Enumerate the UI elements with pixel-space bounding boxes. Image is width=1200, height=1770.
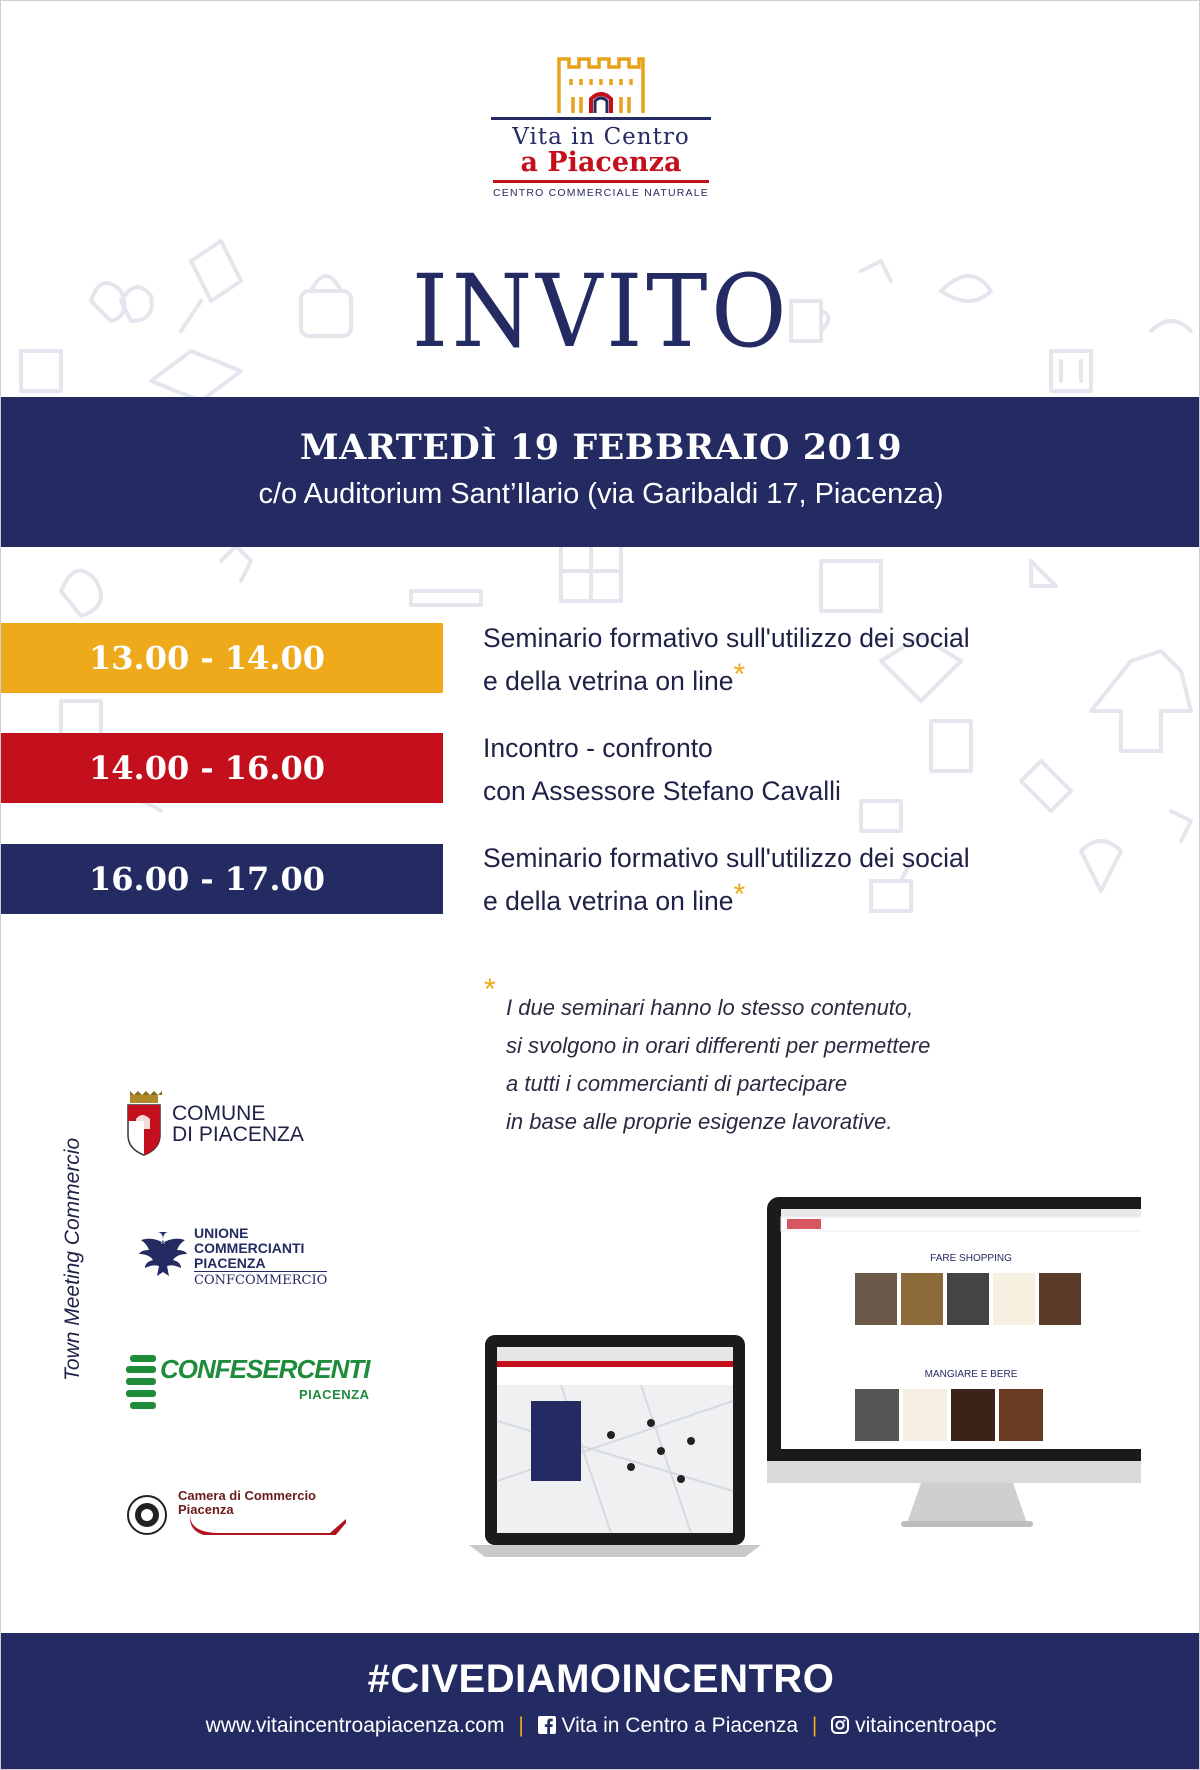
- hashtag: #CIVEDIAMOINCENTRO: [367, 1657, 835, 1701]
- partner-camera-commercio: [126, 1489, 348, 1540]
- slot-1-asterisk: *: [733, 658, 746, 691]
- slot-1-line-1: Seminario formativo sull'utilizzo dei social: [483, 623, 970, 653]
- unione-line-2: COMMERCIANTI: [194, 1240, 305, 1256]
- camera-line-1: Camera di Commercio: [178, 1488, 316, 1503]
- unione-line-4: CONFCOMMERCIO: [194, 1273, 328, 1288]
- slot-1-line-2: e della vetrina on line: [483, 666, 734, 696]
- facebook-icon: [538, 1716, 556, 1734]
- seminar-note: [506, 989, 930, 1141]
- devices-mockup: [441, 1191, 1141, 1631]
- time-slot-2-label: 14.00 - 16.00: [89, 749, 325, 787]
- slot-3-asterisk: *: [733, 878, 746, 911]
- confesercenti-name: CONFESERCENTI: [160, 1354, 370, 1384]
- event-date: MARTEDÌ 19 FEBBRAIO 2019: [299, 427, 903, 468]
- event-venue: c/o Auditorium Sant’Ilario (via Garibaldi 17, Piacenza): [258, 478, 944, 510]
- instagram-icon: [831, 1716, 849, 1734]
- slot-2-line-1: Incontro - confronto: [483, 733, 713, 763]
- footer: [1, 1633, 1200, 1770]
- slot-2-description: [483, 727, 841, 813]
- unione-line-1: UNIONE: [194, 1225, 249, 1241]
- logo-line-1: Vita in Centro: [512, 124, 690, 150]
- desktop-section-1: FARE SHOPPING: [930, 1253, 1012, 1264]
- partner-confesercenti: [126, 1351, 369, 1413]
- instagram-link[interactable]: vitaincentroapc: [855, 1714, 997, 1737]
- eagle-icon: [126, 1226, 188, 1288]
- logo-tagline: CENTRO COMMERCIALE NATURALE: [493, 187, 709, 199]
- time-slot-1: [1, 623, 443, 693]
- logo-divider: [493, 180, 709, 183]
- facebook-link[interactable]: Vita in Centro a Piacenza: [561, 1714, 799, 1737]
- slot-2-line-2: con Assessore Stefano Cavalli: [483, 776, 841, 806]
- time-slot-2: [1, 733, 443, 803]
- note-line-2: si svolgono in orari differenti per permettere: [506, 1033, 931, 1058]
- desktop-stand: [907, 1483, 1027, 1523]
- desktop-section-2: MANGIARE E BERE: [924, 1369, 1018, 1380]
- time-slot-1-label: 13.00 - 14.00: [89, 639, 325, 677]
- town-meeting-label: Town Meeting Commercio: [61, 1137, 84, 1381]
- event-band: [1, 397, 1200, 547]
- confesercenti-sub: PIACENZA: [299, 1387, 370, 1402]
- brand-logo: [489, 51, 713, 199]
- time-slot-3: [1, 844, 443, 914]
- comune-line-2: DI PIACENZA: [172, 1123, 304, 1146]
- comune-line-1: COMUNE: [172, 1102, 266, 1125]
- slot-3-line-2: e della vetrina on line: [483, 886, 734, 916]
- separator-2: |: [811, 1714, 818, 1737]
- footer-links: [1, 1714, 1200, 1738]
- coat-of-arms-icon: [126, 1091, 162, 1157]
- partner-comune: [126, 1091, 304, 1157]
- note-line-3: a tutti i commercianti di partecipare: [506, 1071, 848, 1096]
- unione-line-3: PIACENZA: [194, 1255, 266, 1271]
- castle-icon: [551, 51, 651, 115]
- separator-1: |: [518, 1714, 524, 1737]
- partner-unione-commercianti: [126, 1226, 327, 1288]
- website-link[interactable]: www.vitaincentroapiacenza.com: [205, 1714, 505, 1737]
- logo-line-2: a Piacenza: [520, 147, 682, 178]
- slot-1-description: [483, 617, 970, 703]
- note-asterisk: *: [484, 973, 496, 1006]
- slot-3-line-1: Seminario formativo sull'utilizzo dei social: [483, 843, 970, 873]
- headline: INVITO: [411, 253, 791, 370]
- gondola-swoosh-icon: [188, 1513, 348, 1535]
- time-slot-3-label: 16.00 - 17.00: [89, 860, 325, 898]
- slot-3-description: [483, 837, 970, 923]
- confesercenti-mark-icon: [126, 1351, 160, 1413]
- seal-icon: [126, 1494, 168, 1536]
- note-line-1: I due seminari hanno lo stesso contenuto,: [506, 995, 914, 1020]
- camera-line-2: Piacenza: [178, 1502, 234, 1517]
- note-line-4: in base alle proprie esigenze lavorative.: [506, 1109, 893, 1134]
